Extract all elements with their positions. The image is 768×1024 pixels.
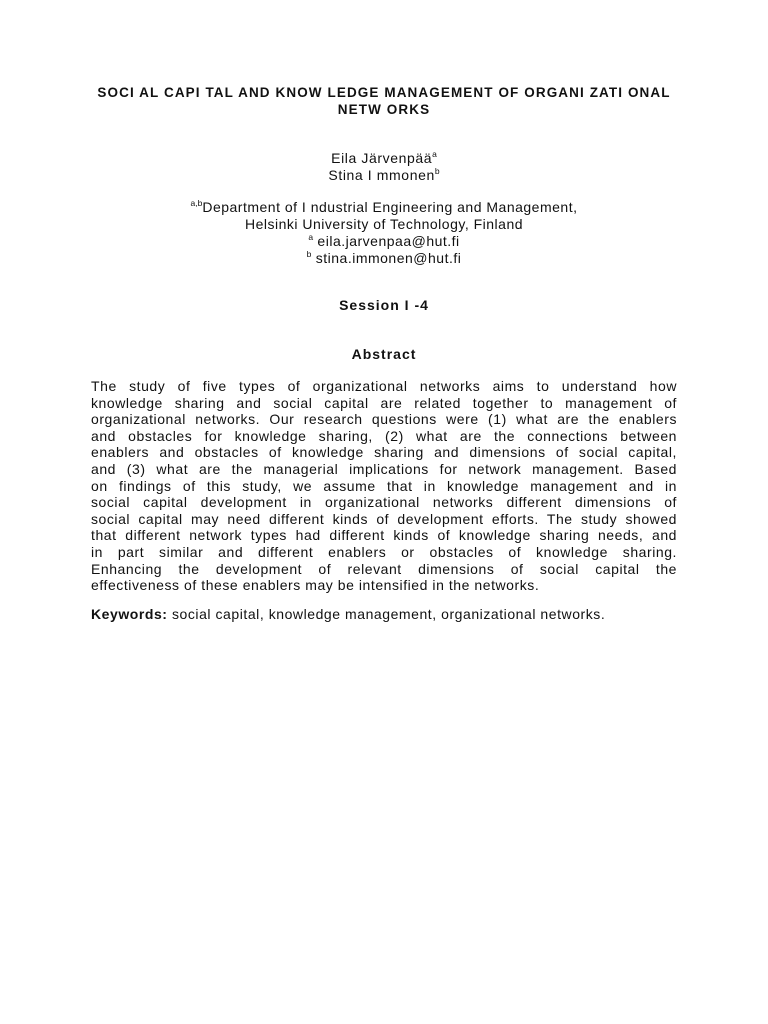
author-1 <box>60 150 708 167</box>
author-2 <box>60 167 708 184</box>
title-line-2: NETW ORKS <box>337 102 431 117</box>
email-b-sup: b <box>306 249 312 259</box>
author-1-sup: a <box>432 149 437 159</box>
abstract-line: Enhancing the development of relevant dimensions of social capital the <box>91 560 677 577</box>
abstract-line: and obstacles for knowledge sharing, (2) what are the connections between <box>91 427 677 444</box>
abstract-body <box>91 378 677 594</box>
department-text: Department of I ndustrial Engineering and Management, <box>202 199 578 215</box>
email-a-line <box>60 233 708 250</box>
session-label: Session I -4 <box>339 297 429 313</box>
abstract-line: enablers and obstacles of knowledge sharing and dimensions of social capital, <box>91 444 677 461</box>
author-2-name: Stina I mmonen <box>328 167 435 183</box>
university-line: Helsinki University of Technology, Finland <box>244 216 524 232</box>
email-b: stina.immonen@hut.fi <box>311 250 462 266</box>
department-sup: a,b <box>190 198 203 208</box>
abstract-line: social capital development in organizational networks different dimensions of <box>91 494 677 511</box>
keywords-text: social capital, knowledge management, organizational networks. <box>167 606 606 622</box>
abstract-line: organizational networks. Our research questions were (1) what are the enablers <box>91 411 677 428</box>
abstract-line: in part similar and different enablers or obstacles of knowledge sharing. <box>91 543 677 560</box>
title-line-1: SOCI AL CAPI TAL AND KNOW LEDGE MANAGEMENT OF ORGANI ZATI ONAL <box>97 85 671 100</box>
abstract-heading: Abstract <box>351 346 417 362</box>
abstract-line: The study of five types of organizational networks aims to understand how <box>91 378 677 394</box>
department-line <box>60 199 708 216</box>
author-2-sup: b <box>434 166 440 176</box>
abstract-line: on findings of this study, we assume that in knowledge management and in <box>91 477 677 494</box>
keywords-label: Keywords: <box>91 606 168 622</box>
email-a: eila.jarvenpaa@hut.fi <box>313 233 460 249</box>
abstract-line: and (3) what are the managerial implications for network management. Based <box>91 460 677 477</box>
author-1-name: Eila Järvenpää <box>331 150 433 166</box>
author-list <box>60 150 708 184</box>
keywords-line <box>91 606 691 623</box>
abstract-line: that different network types had different kinds of knowledge sharing needs, and <box>91 527 677 544</box>
abstract-line: knowledge sharing and social capital are related together to management of <box>91 394 677 411</box>
paper-title <box>60 84 708 118</box>
abstract-line: social capital may need different kinds of development efforts. The study showed <box>91 510 677 527</box>
abstract-line: effectiveness of these enablers may be intensified in the networks. <box>91 577 540 594</box>
email-a-sup: a <box>308 232 314 242</box>
email-b-line <box>60 250 708 267</box>
affiliation-block <box>60 199 708 267</box>
